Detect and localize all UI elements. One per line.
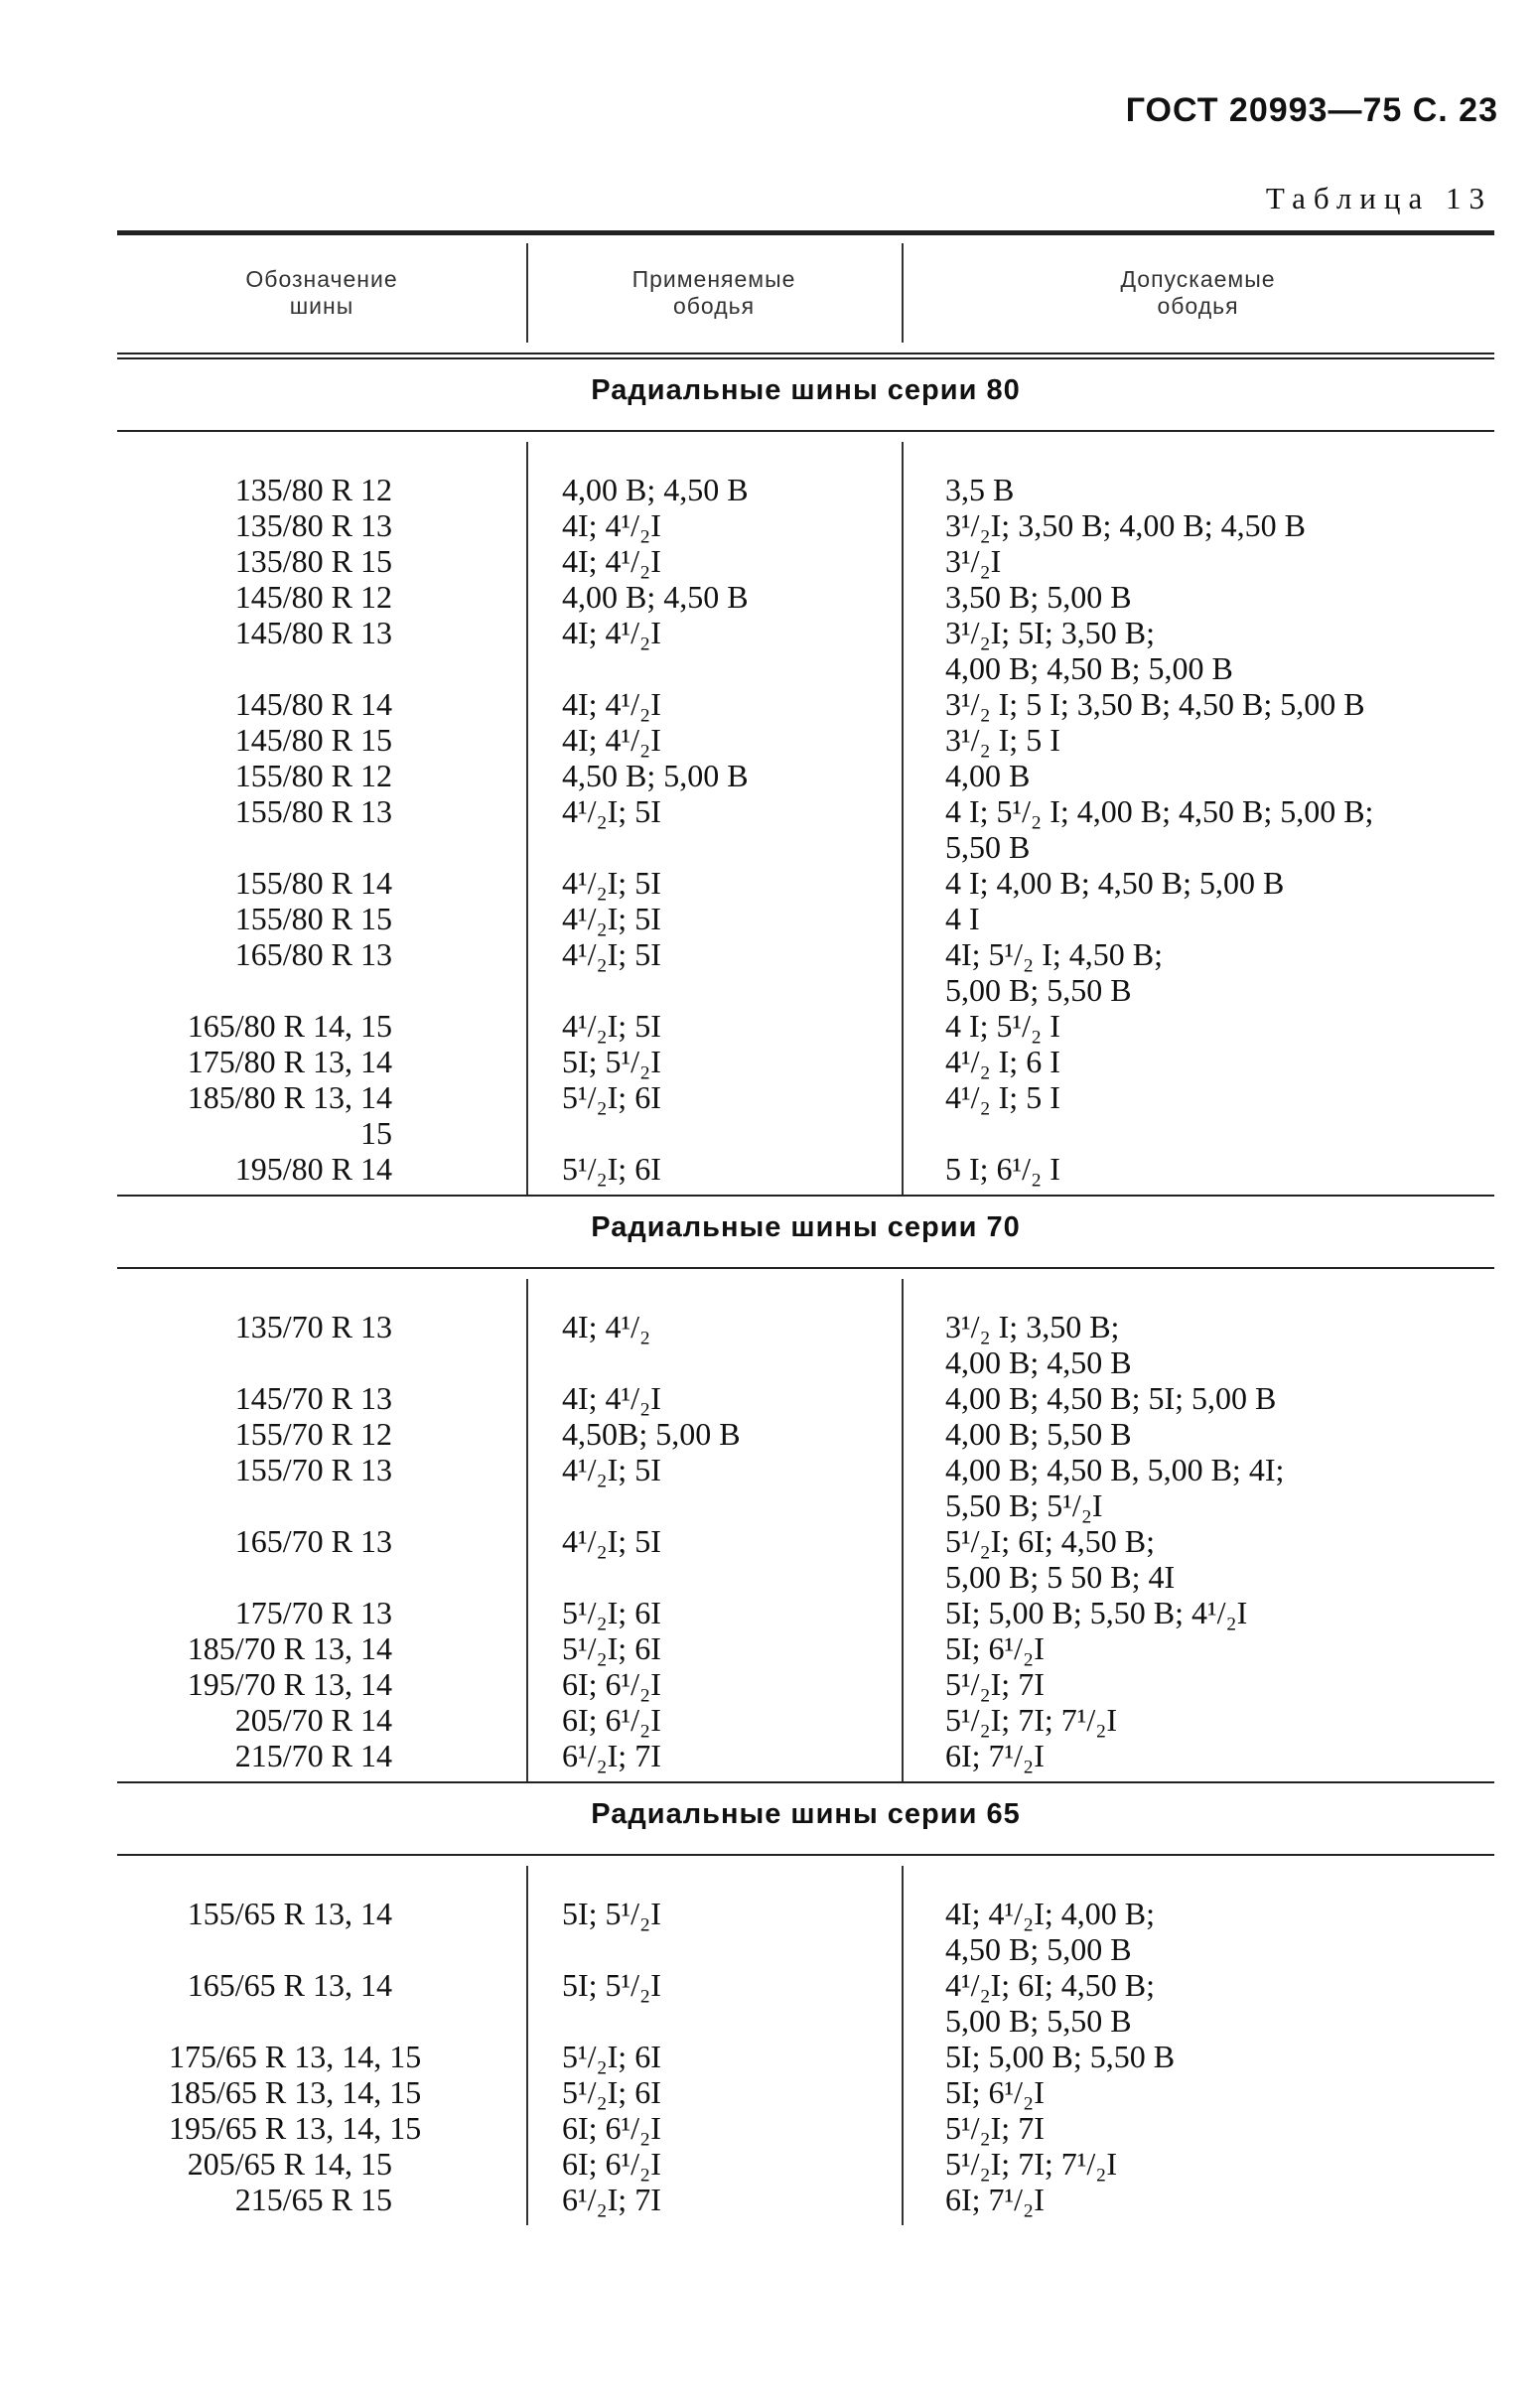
allowed-rims: 4 I; 4,00 B; 4,50 B; 5,00 B [945, 865, 1285, 901]
allowed-rims: 4I; 5¹/₂ I; 4,50 B; 5,00 B; 5,50 B [945, 936, 1163, 1008]
table-row [0, 1079, 1540, 1151]
tire-designation: 155/70 R 13 [234, 1452, 392, 1487]
allowed-rims: 5I; 6¹/₂I [945, 1630, 1045, 1666]
applied-rims: 4,50 B; 5,00 B [562, 758, 749, 793]
tire-designation: 155/65 R 13, 14 [187, 1896, 392, 1931]
tire-designation: 195/80 R 14 [234, 1151, 392, 1187]
table-row [0, 1309, 1540, 1380]
allowed-rims: 5I; 5,00 B; 5,50 B; 4¹/₂I [945, 1595, 1248, 1630]
tire-designation: 145/70 R 13 [234, 1380, 392, 1416]
applied-rims: 4I; 4¹/₂I [562, 686, 661, 722]
allowed-rims: 4 I; 5¹/₂ I; 4,00 B; 4,50 B; 5,00 B; 5,50 B [945, 793, 1374, 865]
tire-designation: 175/80 R 13, 14 [187, 1044, 392, 1079]
tire-designation: 155/80 R 13 [234, 793, 392, 829]
table-row [0, 2039, 1540, 2074]
tire-designation: 145/80 R 15 [234, 722, 392, 758]
applied-rims: 6I; 6¹/₂I [562, 2110, 661, 2146]
section-title: Радиальные шины серии 80 [591, 374, 1021, 406]
applied-rims: 4¹/₂I; 5I [562, 1452, 661, 1487]
applied-rims: 4I; 4¹/₂I [562, 615, 661, 650]
table-row [0, 1630, 1540, 1666]
allowed-rims: 3¹/₂I; 3,50 B; 4,00 B; 4,50 B [945, 507, 1306, 543]
column-header: Допускаемые ободья [1120, 266, 1276, 319]
tire-designation: 135/80 R 15 [234, 543, 392, 579]
page-header: ГОСТ 20993—75 С. 23 [1125, 91, 1498, 129]
table-row [0, 1896, 1540, 1967]
allowed-rims: 6I; 7¹/₂I [945, 1738, 1045, 1773]
tire-designation: 155/80 R 12 [234, 758, 392, 793]
tire-designation: 185/80 R 13, 14 15 [187, 1079, 392, 1151]
column-divider [902, 243, 904, 343]
applied-rims: 4¹/₂I; 5I [562, 793, 661, 829]
allowed-rims: 3¹/₂ I; 5 I; 3,50 B; 4,50 B; 5,00 B [945, 686, 1365, 722]
applied-rims: 4¹/₂I; 5I [562, 936, 661, 972]
table-row [0, 507, 1540, 543]
column-header: Применяемые ободья [631, 266, 796, 319]
tire-designation: 185/70 R 13, 14 [187, 1630, 392, 1666]
applied-rims: 5I; 5¹/₂I [562, 1896, 661, 1931]
allowed-rims: 5¹/₂I; 7I; 7¹/₂I [945, 1702, 1118, 1738]
allowed-rims: 5I; 6¹/₂I [945, 2074, 1045, 2110]
applied-rims: 4¹/₂I; 5I [562, 865, 661, 901]
tire-designation: 165/80 R 14, 15 [187, 1008, 392, 1044]
allowed-rims: 3¹/₂ I; 3,50 B; 4,00 B; 4,50 B [945, 1309, 1132, 1380]
applied-rims: 4I; 4¹/₂ [562, 1309, 651, 1344]
table-row [0, 1008, 1540, 1044]
table-row [0, 758, 1540, 793]
allowed-rims: 5¹/₂I; 7I; 7¹/₂I [945, 2146, 1118, 2182]
tire-designation: 145/80 R 14 [234, 686, 392, 722]
allowed-rims: 6I; 7¹/₂I [945, 2182, 1045, 2217]
table-row [0, 722, 1540, 758]
tire-designation: 205/65 R 14, 15 [187, 2146, 392, 2182]
allowed-rims: 4,00 B; 5,50 B [945, 1416, 1132, 1452]
applied-rims: 4,00 B; 4,50 B [562, 579, 749, 615]
tire-designation: 185/65 R 13, 14, 15 [169, 2074, 422, 2110]
table-row [0, 2110, 1540, 2146]
table-row [0, 1044, 1540, 1079]
applied-rims: 6I; 6¹/₂I [562, 1666, 661, 1702]
section-bottom-rule [117, 1781, 1494, 1783]
table-row [0, 1967, 1540, 2039]
tire-designation: 145/80 R 13 [234, 615, 392, 650]
applied-rims: 4I; 4¹/₂I [562, 543, 661, 579]
column-divider [902, 1866, 904, 2225]
tire-designation: 135/80 R 13 [234, 507, 392, 543]
applied-rims: 6¹/₂I; 7I [562, 2182, 661, 2217]
allowed-rims: 5¹/₂I; 6I; 4,50 B; 5,00 B; 5 50 B; 4I [945, 1523, 1176, 1595]
applied-rims: 4¹/₂I; 5I [562, 901, 661, 936]
table-row [0, 1151, 1540, 1187]
tire-designation: 135/80 R 12 [234, 472, 392, 507]
applied-rims: 5¹/₂I; 6I [562, 2039, 661, 2074]
applied-rims: 5¹/₂I; 6I [562, 2074, 661, 2110]
allowed-rims: 5¹/₂I; 7I [945, 1666, 1045, 1702]
table-row [0, 686, 1540, 722]
applied-rims: 5¹/₂I; 6I [562, 1595, 661, 1630]
tire-designation: 135/70 R 13 [234, 1309, 392, 1344]
applied-rims: 5¹/₂I; 6I [562, 1079, 661, 1115]
table-row [0, 865, 1540, 901]
applied-rims: 5¹/₂I; 6I [562, 1630, 661, 1666]
tire-designation: 145/80 R 12 [234, 579, 392, 615]
tire-designation: 165/65 R 13, 14 [187, 1967, 392, 2003]
table-row [0, 472, 1540, 507]
table-row [0, 1380, 1540, 1416]
allowed-rims: 4¹/₂ I; 6 I [945, 1044, 1060, 1079]
applied-rims: 4I; 4¹/₂I [562, 507, 661, 543]
column-divider [526, 1866, 528, 2225]
applied-rims: 4,50B; 5,00 B [562, 1416, 741, 1452]
table-row [0, 1416, 1540, 1452]
table-row [0, 543, 1540, 579]
tire-designation: 205/70 R 14 [234, 1702, 392, 1738]
column-divider [902, 442, 904, 1195]
applied-rims: 6I; 6¹/₂I [562, 2146, 661, 2182]
applied-rims: 6¹/₂I; 7I [562, 1738, 661, 1773]
tire-designation: 195/70 R 13, 14 [187, 1666, 392, 1702]
table-row [0, 901, 1540, 936]
applied-rims: 5¹/₂I; 6I [562, 1151, 661, 1187]
table-row [0, 1523, 1540, 1595]
allowed-rims: 3,50 B; 5,00 B [945, 579, 1132, 615]
column-divider [526, 1279, 528, 1781]
allowed-rims: 4¹/₂I; 6I; 4,50 B; 5,00 B; 5,50 B [945, 1967, 1155, 2039]
table-row [0, 2146, 1540, 2182]
allowed-rims: 4,00 B; 4,50 B; 5I; 5,00 B [945, 1380, 1277, 1416]
applied-rims: 4¹/₂I; 5I [562, 1008, 661, 1044]
section-rule [117, 1267, 1494, 1269]
allowed-rims: 4,00 B; 4,50 B, 5,00 B; 4I; 5,50 B; 5¹/₂I [945, 1452, 1285, 1523]
table-row [0, 1452, 1540, 1523]
allowed-rims: 5I; 5,00 B; 5,50 B [945, 2039, 1176, 2074]
tire-designation: 175/70 R 13 [234, 1595, 392, 1630]
tire-designation: 215/65 R 15 [234, 2182, 392, 2217]
tire-designation: 155/80 R 14 [234, 865, 392, 901]
applied-rims: 5I; 5¹/₂I [562, 1967, 661, 2003]
tire-designation: 155/70 R 12 [234, 1416, 392, 1452]
applied-rims: 4I; 4¹/₂I [562, 722, 661, 758]
allowed-rims: 5 I; 6¹/₂ I [945, 1151, 1060, 1187]
table-row [0, 2074, 1540, 2110]
header-bottom-rule [117, 353, 1494, 359]
section-title: Радиальные шины серии 65 [591, 1798, 1021, 1830]
applied-rims: 4I; 4¹/₂I [562, 1380, 661, 1416]
table-top-rule [117, 230, 1494, 235]
allowed-rims: 5¹/₂I; 7I [945, 2110, 1045, 2146]
table-row [0, 579, 1540, 615]
table-row [0, 1666, 1540, 1702]
tire-designation: 195/65 R 13, 14, 15 [169, 2110, 422, 2146]
column-divider [526, 442, 528, 1195]
section-rule [117, 1854, 1494, 1856]
applied-rims: 4¹/₂I; 5I [562, 1523, 661, 1559]
allowed-rims: 3¹/₂ I; 5 I [945, 722, 1060, 758]
allowed-rims: 4 I [945, 901, 980, 936]
column-divider [902, 1279, 904, 1781]
allowed-rims: 3,5 B [945, 472, 1015, 507]
tire-designation: 165/70 R 13 [234, 1523, 392, 1559]
applied-rims: 4,00 B; 4,50 B [562, 472, 749, 507]
table-row [0, 1738, 1540, 1773]
tire-designation: 215/70 R 14 [234, 1738, 392, 1773]
section-bottom-rule [117, 1195, 1494, 1197]
applied-rims: 6I; 6¹/₂I [562, 1702, 661, 1738]
table-row [0, 1595, 1540, 1630]
tire-designation: 175/65 R 13, 14, 15 [169, 2039, 422, 2074]
allowed-rims: 4I; 4¹/₂I; 4,00 B; 4,50 B; 5,00 B [945, 1896, 1155, 1967]
allowed-rims: 3¹/₂I; 5I; 3,50 B; 4,00 B; 4,50 B; 5,00 B [945, 615, 1233, 686]
table-row [0, 615, 1540, 686]
allowed-rims: 4¹/₂ I; 5 I [945, 1079, 1060, 1115]
allowed-rims: 3¹/₂I [945, 543, 1002, 579]
table-row [0, 2182, 1540, 2217]
section-title: Радиальные шины серии 70 [591, 1211, 1021, 1243]
table-row [0, 793, 1540, 865]
tire-designation: 155/80 R 15 [234, 901, 392, 936]
table-caption: Таблица 13 [1265, 181, 1492, 215]
tire-designation: 165/80 R 13 [234, 936, 392, 972]
table-row [0, 936, 1540, 1008]
applied-rims: 5I; 5¹/₂I [562, 1044, 661, 1079]
column-header: Обозначение шины [245, 266, 398, 319]
section-rule [117, 430, 1494, 432]
column-divider [526, 243, 528, 343]
allowed-rims: 4,00 B [945, 758, 1031, 793]
table-row [0, 1702, 1540, 1738]
allowed-rims: 4 I; 5¹/₂ I [945, 1008, 1060, 1044]
